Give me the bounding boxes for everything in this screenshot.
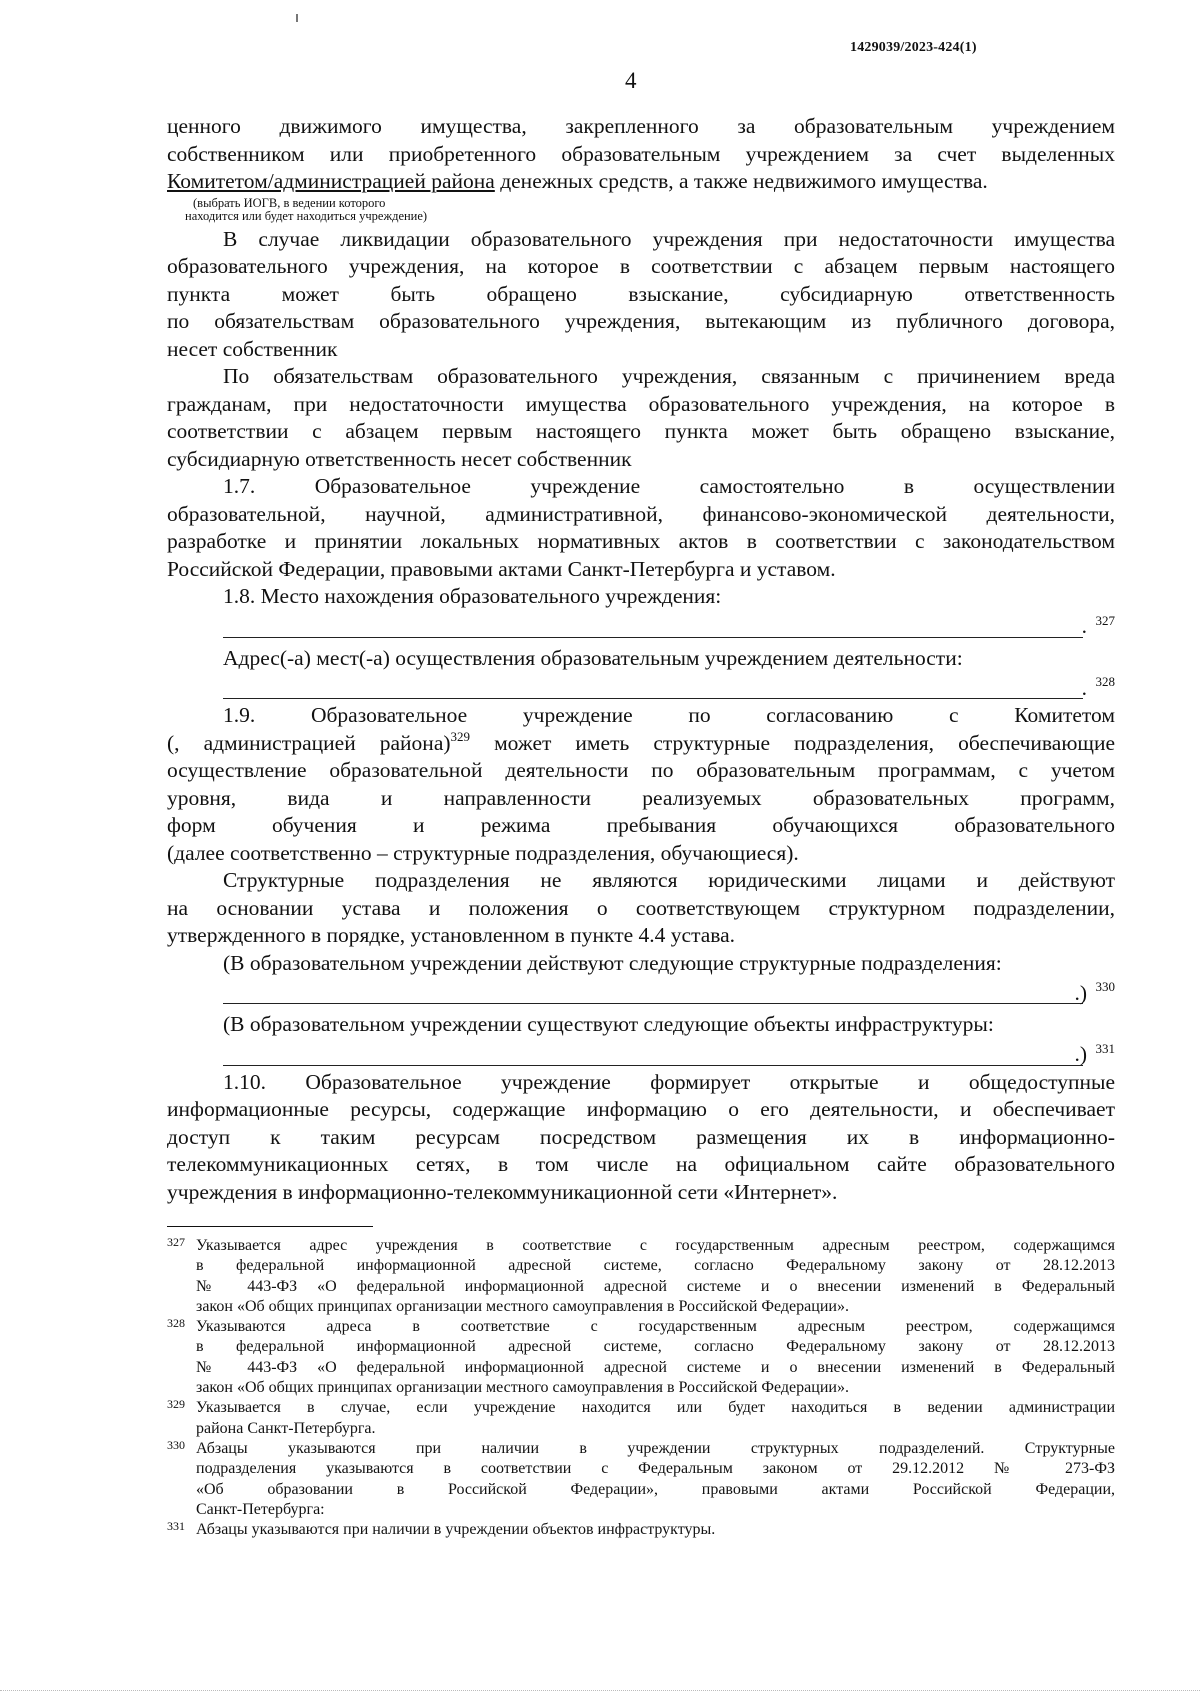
text-line: несет собственник	[167, 336, 338, 361]
text-line: 1.7. Образовательное учреждение самостоятельно в осуществлении	[223, 474, 1115, 498]
page-number: 4	[625, 68, 637, 93]
text-line: доступ к таким ресурсам посредством размещения их в информационно-	[167, 1124, 1115, 1149]
footnote-line: закон «Об общих принципах организации местного самоуправления в Российской Федерации».	[196, 1379, 849, 1397]
blank-fill-field: . 328	[167, 672, 1115, 702]
footnote-ref: 331	[1095, 1040, 1115, 1056]
footnote-327	[167, 1236, 1115, 1317]
text-line: утвержденного в порядке, установленном в пункте 4.4 устава.	[167, 923, 736, 947]
scan-artifact	[0, 1690, 1200, 1692]
footnote-line: «Об образовании в Российской Федерации», правовыми актами Российской Федерации,	[196, 1480, 1115, 1498]
footnote-328	[167, 1317, 1115, 1398]
footnote-line: Указываются адреса в соответствие с государственным адресным реестром, содержащимся	[196, 1318, 1115, 1336]
blank-underline	[223, 1065, 1083, 1066]
text-line: 1.9. Образовательное учреждение по согласованию с Комитетом	[223, 703, 1115, 727]
text-line: (В образовательном учреждении действуют следующие структурные подразделения:	[223, 950, 1002, 975]
text-line: ценного движимого имущества, закрепленного за образовательным учреждением	[167, 114, 1115, 138]
scan-artifact	[296, 14, 298, 22]
text-line: по обязательствам образовательного учреждения, вытекающим из публичного договора,	[167, 309, 1115, 333]
footnotes	[167, 1236, 1115, 1540]
text-line: (, администрацией района)$^{329}$ может иметь структурные подразделения, обеспечивающие	[167, 728, 1116, 755]
text-line: образовательного учреждения, на которое в соответствии с абзацем первым настоящего	[167, 254, 1115, 278]
text-line: По обязательствам образовательного учреждения, связанным с причинением вреда	[223, 364, 1115, 388]
text-line: собственником или приобретенного образовательным учреждением за счет выделенных	[167, 141, 1115, 166]
footnote-number: 330	[167, 1437, 185, 1452]
footnote-line: в федеральной информационной адресной системе, согласно Федеральному закону от 28.12.2013	[196, 1257, 1115, 1275]
underlined-placeholder: Комитетом/администрацией района	[167, 169, 495, 193]
footnote-331	[167, 1520, 1115, 1540]
main-text	[167, 113, 1115, 1206]
footnote-line: № 443-ФЗ «О федеральной информационной адресной системе и о внесении изменений в Федеральный	[196, 1358, 1115, 1376]
text-line: уровня, вида и направленности реализуемых образовательных программ,	[167, 785, 1115, 810]
blank-fill-field: .) 331	[167, 1039, 1115, 1069]
footnote-line: закон «Об общих принципах организации местного самоуправления в Российской Федерации».	[196, 1297, 849, 1315]
footnote-number: 331	[167, 1519, 185, 1534]
text-line: 1.10. Образовательное учреждение формирует открытые и общедоступные	[223, 1069, 1115, 1094]
blank-fill-field: . 327	[167, 611, 1115, 641]
footnote-line: Указывается адрес учреждения в соответствие с государственным адресным реестром, содержащимся	[196, 1237, 1115, 1254]
blank-underline	[223, 637, 1083, 638]
text-line: образовательной, научной, административной, финансово-экономической деятельности,	[167, 501, 1115, 526]
text-line: гражданам, при недостаточности имущества образовательного учреждения, на которое в	[167, 391, 1115, 416]
footnote-330	[167, 1439, 1115, 1520]
placeholder-note: (выбрать ИОГВ, в ведении которого находится или будет находиться учреждение)	[185, 195, 428, 223]
text-line: Российской Федерации, правовыми актами Санкт-Петербурга и уставом.	[167, 556, 836, 581]
text-line: учреждения в информационно-телекоммуникационной сети «Интернет».	[167, 1179, 838, 1204]
text-line: форм обучения и режима пребывания обучающихся образовательного	[167, 813, 1115, 837]
text-line: Комитетом/администрацией района денежных средств, а также недвижимого имущества.	[167, 169, 988, 193]
footnote-number: 328	[167, 1316, 185, 1331]
footnote-line: Абзацы указываются при наличии в учреждении объектов инфраструктуры.	[196, 1521, 716, 1539]
footnote-line: подразделения указываются в соответствии с Федеральным законом от 29.12.2012 № 273-ФЗ	[196, 1460, 1115, 1478]
text-line: (далее соответственно – структурные подразделения, обучающиеся).	[167, 840, 799, 865]
footnote-line: Санкт-Петербурга:	[196, 1500, 325, 1518]
text-line: соответствии с абзацем первым настоящего пункта может быть обращено взыскание,	[167, 419, 1115, 443]
text-line: осуществление образовательной деятельности по образовательным программам, с учетом	[167, 758, 1115, 782]
footnote-number: 327	[167, 1235, 185, 1249]
footnote-number: 329	[167, 1397, 185, 1412]
footnote-line: в федеральной информационной адресной системе, согласно Федеральному закону от 28.12.2013	[196, 1338, 1115, 1356]
document-number: 1429039/2023-424(1)	[850, 40, 977, 55]
footnote-ref: 327	[1095, 612, 1115, 628]
footnote-line: района Санкт-Петербурга.	[196, 1419, 376, 1437]
footnote-separator	[167, 1226, 373, 1227]
blank-underline	[223, 1003, 1083, 1004]
text-line: В случае ликвидации образовательного учреждения при недостаточности имущества	[223, 226, 1115, 251]
text-line: информационные ресурсы, содержащие информацию о его деятельности, и обеспечивает	[167, 1097, 1115, 1121]
text-line: телекоммуникационных сетях, в том числе на официальном сайте образовательного	[167, 1152, 1115, 1176]
footnote-line: Указывается в случае, если учреждение находится или будет находиться в ведении администрации	[196, 1399, 1115, 1417]
text-line: разработке и принятии локальных нормативных актов в соответствии с законодательством	[167, 529, 1115, 553]
text-line: (В образовательном учреждении существуют следующие объекты инфраструктуры:	[223, 1012, 994, 1036]
blank-fill-field: .) 330	[167, 977, 1115, 1007]
text-line: пункта может быть обращено взыскание, субсидиарную ответственность	[167, 281, 1115, 306]
text-line: Структурные подразделения не являются юридическими лицами и действуют	[223, 868, 1115, 892]
text-line: субсидиарную ответственность несет собственник	[167, 446, 632, 471]
footnote-ref: 329	[450, 728, 471, 744]
footnote-line: № 443-ФЗ «О федеральной информационной адресной системе и о внесении изменений в Федеральный	[196, 1277, 1115, 1295]
footnote-ref: 330	[1095, 979, 1115, 994]
blank-underline	[223, 698, 1083, 699]
text-line: Адрес(-а) мест(-а) осуществления образовательным учреждением деятельности:	[223, 645, 963, 670]
footnote-329	[167, 1398, 1115, 1439]
footnote-ref: 328	[1095, 674, 1115, 689]
text-line: на основании устава и положения о соответствующем структурном подразделении,	[167, 895, 1115, 920]
footnote-line: Абзацы указываются при наличии в учреждении структурных подразделений. Структурные	[196, 1439, 1115, 1457]
text-line: 1.8. Место нахождения образовательного учреждения:	[223, 584, 722, 608]
